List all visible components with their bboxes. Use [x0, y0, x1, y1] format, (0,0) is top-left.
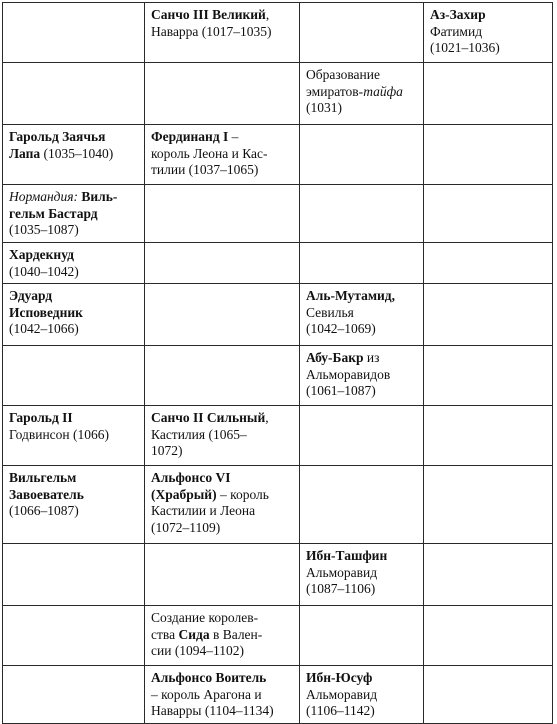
- table-cell-england: Эдуард Исповедник (1042–1066): [3, 284, 145, 346]
- table-cell-muslim-spain: [300, 606, 424, 666]
- bold-name: Вильгельм Завоеватель: [9, 470, 84, 502]
- bold-name: Санчо II Сильный: [151, 410, 266, 425]
- table-cell-muslim-spain: [300, 466, 424, 544]
- table-cell-muslim-spain: [300, 406, 424, 466]
- bold-name: Ибн-Ташфин: [306, 548, 388, 563]
- table-cell-christian-spain: Санчо II Сильный, Кастилия (1065– 1072): [145, 406, 300, 466]
- table-cell-egypt: [424, 185, 553, 243]
- table-cell-christian-spain: [145, 243, 300, 284]
- table-cell-egypt: Аз-Захир Фатимид (1021–1036): [424, 3, 553, 63]
- table-cell-egypt: [424, 63, 553, 125]
- table-row: [3, 606, 553, 666]
- table-cell-muslim-spain: Аль-Мутамид, Севилья (1042–1069): [300, 284, 424, 346]
- table-cell-england: [3, 544, 145, 606]
- bold-name: Ибн-Юсуф: [306, 670, 373, 685]
- table-row: [3, 63, 553, 125]
- table-cell-christian-spain: Санчо III Великий, Наварра (1017–1035): [145, 3, 300, 63]
- bold-name: Альфонсо Воитель: [151, 670, 267, 685]
- table-cell-christian-spain: [145, 544, 300, 606]
- table-body: [3, 3, 553, 724]
- table-cell-muslim-spain: Ибн-Ташфин Альморавид (1087–1106): [300, 544, 424, 606]
- bold-name: Абу-Бакр: [306, 350, 364, 365]
- table-cell-england: Гарольд Заячья Лапа (1035–1040): [3, 125, 145, 185]
- table-cell-egypt: [424, 125, 553, 185]
- table-cell-christian-spain: [145, 63, 300, 125]
- table-row: [3, 544, 553, 606]
- table-row: [3, 666, 553, 724]
- table-cell-england: [3, 606, 145, 666]
- table-cell-egypt: [424, 466, 553, 544]
- table-cell-muslim-spain: [300, 243, 424, 284]
- table-cell-christian-spain: [145, 185, 300, 243]
- bold-name: Сида: [178, 626, 210, 642]
- italic-term: Нормандия:: [9, 189, 78, 204]
- table-cell-egypt: [424, 406, 553, 466]
- table-cell-england: [3, 3, 145, 63]
- table-row: [3, 346, 553, 406]
- italic-term: тайфа: [363, 83, 403, 99]
- table-cell-england: [3, 63, 145, 125]
- table-cell-muslim-spain: [300, 125, 424, 185]
- bold-name: Эдуард Исповедник: [9, 288, 83, 320]
- table-cell-england: [3, 346, 145, 406]
- table-cell-christian-spain: Альфонсо Воитель – король Арагона и Наварры (1104–1134): [145, 666, 300, 724]
- table-cell-egypt: [424, 243, 553, 284]
- table-cell-england: Гарольд II Годвинсон (1066): [3, 406, 145, 466]
- table-cell-christian-spain: [145, 346, 300, 406]
- table-cell-muslim-spain: [300, 3, 424, 63]
- table-row: [3, 406, 553, 466]
- table-cell-england: [3, 666, 145, 724]
- table-cell-egypt: [424, 544, 553, 606]
- bold-name: Санчо III Великий: [151, 7, 266, 22]
- table-cell-england: Хардекнуд (1040–1042): [3, 243, 145, 284]
- table-row: [3, 466, 553, 544]
- table-cell-christian-spain: Создание королев- ства Сида в Вален- сии (1094–1102): [145, 606, 300, 666]
- bold-name: Гарольд Заячья Лапа: [9, 129, 106, 161]
- table-row: [3, 3, 553, 63]
- bold-name: Альфонсо VI (Храбрый): [151, 470, 231, 502]
- bold-name: Хардекнуд: [9, 247, 74, 262]
- table-row: [3, 243, 553, 284]
- table-cell-muslim-spain: Ибн-Юсуф Альморавид (1106–1142): [300, 666, 424, 724]
- table-cell-muslim-spain: [300, 185, 424, 243]
- bold-name: Фердинанд I: [151, 129, 229, 144]
- bold-name: Аль-Мутамид,: [306, 288, 395, 303]
- table-cell-egypt: [424, 284, 553, 346]
- table-row: [3, 125, 553, 185]
- table-cell-christian-spain: [145, 284, 300, 346]
- bold-name: Аз-Захир: [430, 7, 486, 22]
- chronology-table: [2, 2, 553, 724]
- table-cell-egypt: [424, 606, 553, 666]
- bold-name: Виль- гельм Бастард: [9, 189, 118, 221]
- table-cell-england: Вильгельм Завоеватель (1066–1087): [3, 466, 145, 544]
- table-cell-christian-spain: Фердинанд I – король Леона и Кас- тилии (1037–1065): [145, 125, 300, 185]
- table-cell-egypt: [424, 666, 553, 724]
- table-row: [3, 284, 553, 346]
- table-cell-muslim-spain: Абу-Бакр из Альморавидов (1061–1087): [300, 346, 424, 406]
- table-cell-muslim-spain: Образование эмиратов-тайфа (1031): [300, 63, 424, 125]
- table-row: [3, 185, 553, 243]
- bold-name: Гарольд II: [9, 410, 73, 425]
- table-cell-christian-spain: Альфонсо VI (Храбрый) – король Кастилии и Леона (1072–1109): [145, 466, 300, 544]
- table-cell-england: Нормандия: Виль- гельм Бастард (1035–1087): [3, 185, 145, 243]
- table-cell-egypt: [424, 346, 553, 406]
